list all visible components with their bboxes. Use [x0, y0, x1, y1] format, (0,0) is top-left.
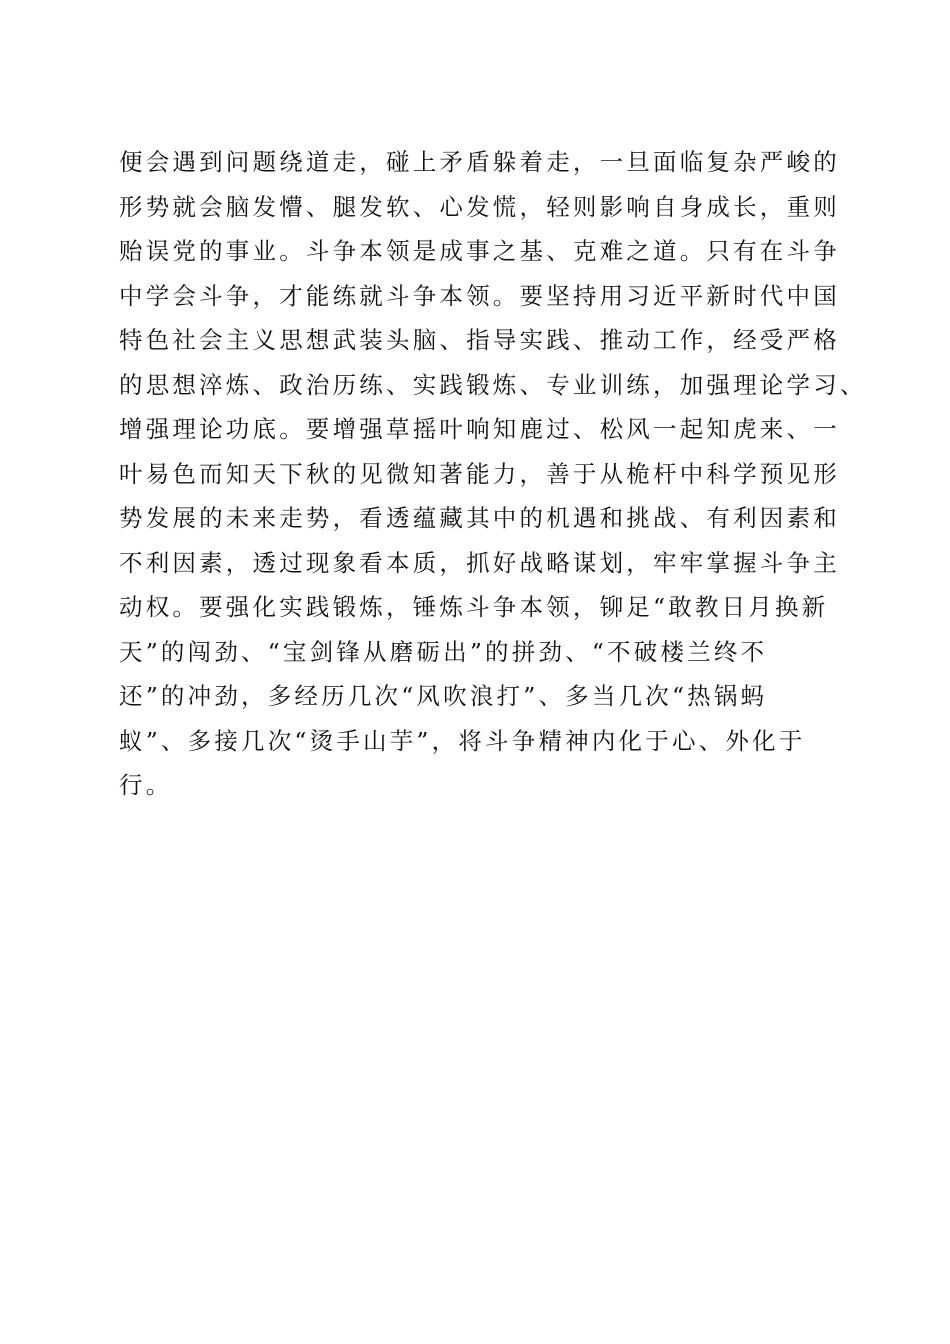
text-line: 动权。要强化实践锻炼，锤炼斗争本领，铆足“敢教日月换新: [119, 593, 829, 621]
text-line: 增强理论功底。要增强草摇叶响知鹿过、松风一起知虎来、一: [119, 415, 840, 443]
text-line: 便会遇到问题绕道走，碰上矛盾躲着走，一旦面临复杂严峻的: [119, 148, 840, 176]
text-line: 叶易色而知天下秋的见微知著能力，善于从桅杆中科学预见形: [119, 459, 840, 488]
text-line: 不利因素，透过现象看本质，抓好战略谋划，牢牢掌握斗争主: [119, 548, 840, 577]
text-line: 中学会斗争，才能练就斗争本领。要坚持用习近平新时代中国: [119, 281, 840, 310]
text-line: 的思想淬炼、政治历练、实践锻炼、专业训练，加强理论学习、: [119, 370, 867, 399]
text-line: 行。: [119, 771, 173, 799]
text-line: 还”的冲劲，多经历几次“风吹浪打”、多当几次“热锅蚂: [119, 682, 768, 710]
body-paragraph: [119, 140, 867, 808]
text-line: 形势就会脑发懵、腿发软、心发慌，轻则影响自身成长，重则: [119, 192, 840, 221]
text-line: 天”的闯劲、“宝剑锋从磨砺出”的拼劲、“不破楼兰终不: [119, 637, 768, 666]
text-line: 贻误党的事业。斗争本领是成事之基、克难之道。只有在斗争: [119, 237, 840, 265]
text-line: 蚁”、多接几次“烫手山芋”，将斗争精神内化于心、外化于: [119, 726, 806, 755]
text-line: 势发展的未来走势，看透蕴藏其中的机遇和挑战、有利因素和: [119, 504, 840, 532]
text-line: 特色社会主义思想武装头脑、指导实践、推动工作，经受严格: [119, 326, 840, 354]
